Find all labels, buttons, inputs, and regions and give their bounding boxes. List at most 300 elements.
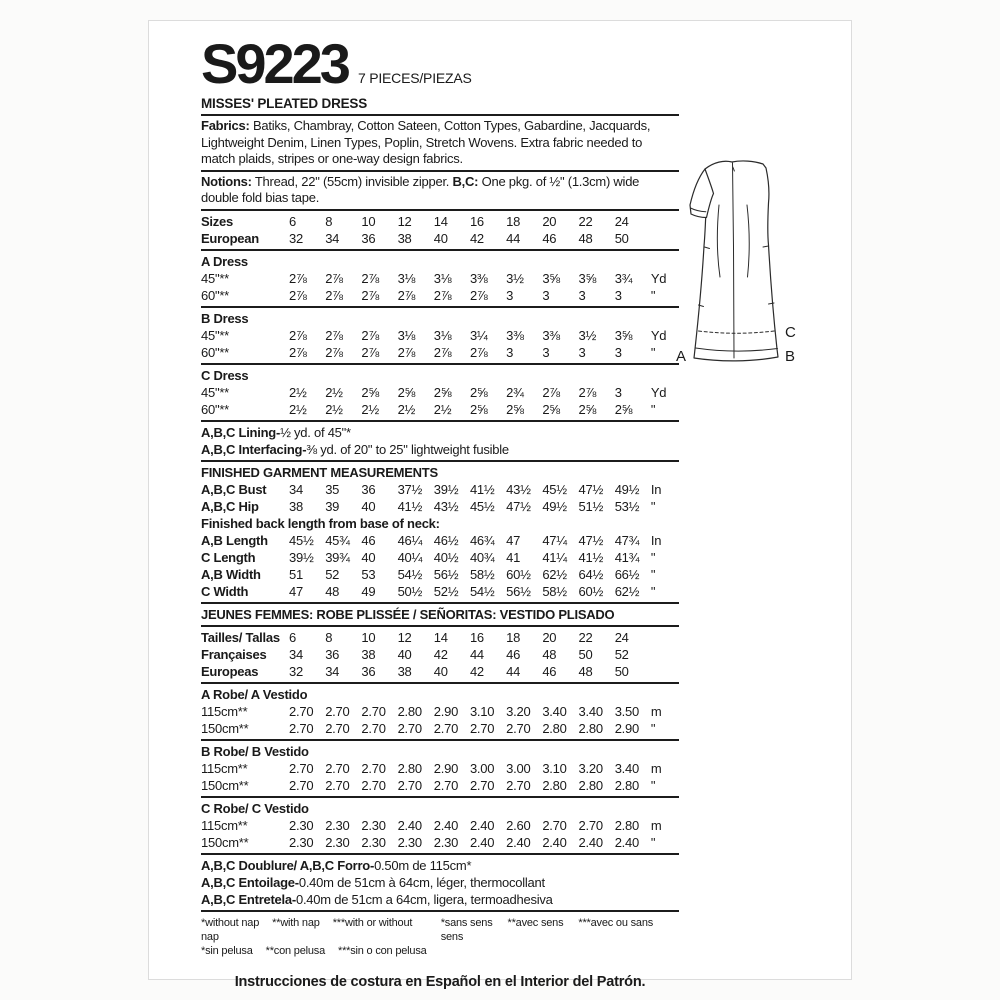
row-label: 150cm** — [201, 720, 249, 736]
table-section-header: JEUNES FEMMES: ROBE PLISSÉE / SEÑORITAS: VESTIDO PLISADO — [201, 606, 615, 622]
value-cell: 6 — [289, 213, 296, 229]
table-row — [201, 834, 679, 851]
row-label: Tailles/ Tallas — [201, 629, 280, 645]
footnotes-left — [201, 916, 441, 958]
value-cell: 45½ — [469, 498, 495, 514]
fabrics-label: Fabrics: — [201, 118, 250, 133]
value-cell: 3 — [506, 344, 514, 360]
value-cell: 2.90 — [614, 720, 639, 736]
value-cell: 51 — [289, 566, 303, 582]
unit-cell: " — [650, 287, 656, 303]
view-label-a: A — [676, 348, 687, 365]
value-cell: 2⅞ — [325, 287, 343, 303]
value-cell: 46 — [542, 230, 557, 246]
value-cell: 2.70 — [361, 720, 386, 736]
value-cell: 3.00 — [469, 760, 495, 776]
row-label: 150cm** — [201, 834, 249, 850]
value-cell: 16 — [469, 629, 484, 645]
row-label: Europeas — [201, 663, 259, 679]
value-cell: 2.70 — [361, 760, 386, 776]
value-cell: 41¾ — [614, 549, 640, 565]
value-cell: 47½ — [578, 481, 604, 497]
value-cell: 56½ — [506, 583, 531, 599]
value-cell: 49 — [361, 583, 376, 599]
value-cell: 3 — [506, 287, 514, 303]
value-cell: 34 — [325, 230, 340, 246]
value-cell: 40 — [433, 230, 448, 246]
value-cell: 2⅝ — [433, 384, 452, 400]
value-cell: 49½ — [614, 481, 640, 497]
value-cell: 2.70 — [506, 720, 531, 736]
value-cell: 2⅝ — [397, 384, 416, 400]
footnotes-right — [441, 916, 688, 958]
table-divider — [201, 910, 679, 912]
value-cell: 2.70 — [289, 777, 314, 793]
value-cell: 2.80 — [614, 777, 639, 793]
row-label: 115cm** — [201, 817, 248, 833]
value-cell: 24 — [614, 629, 629, 645]
unit-cell: " — [650, 566, 656, 582]
value-cell: 38 — [289, 498, 303, 514]
value-cell: 3¾ — [614, 270, 633, 286]
table-row — [201, 481, 679, 498]
size-table — [201, 213, 679, 912]
value-cell: 3⅛ — [433, 327, 452, 343]
value-cell: 2.70 — [433, 777, 459, 793]
value-cell: 47½ — [578, 532, 604, 548]
table-divider — [201, 682, 679, 684]
unit-cell: m — [650, 817, 662, 833]
value-cell: 22 — [578, 629, 593, 645]
value-cell: 22 — [578, 213, 593, 229]
value-cell: 39½ — [289, 549, 314, 565]
value-cell: 62½ — [614, 583, 640, 599]
row-label: 115cm** — [201, 760, 248, 776]
table-row — [201, 703, 679, 720]
value-cell: 46¼ — [397, 532, 423, 548]
value-cell: 2.40 — [542, 834, 567, 850]
value-cell: 41½ — [469, 481, 495, 497]
value-cell: 47¼ — [542, 532, 567, 548]
value-cell: 54½ — [397, 566, 423, 582]
value-cell: 2⅞ — [325, 270, 343, 286]
value-cell: 2.70 — [361, 703, 386, 719]
value-cell: 2.70 — [469, 777, 495, 793]
value-cell: 47 — [506, 532, 521, 548]
value-cell: 41½ — [578, 549, 604, 565]
value-cell: 36 — [361, 230, 376, 246]
value-cell: 2.40 — [469, 834, 495, 850]
value-cell: 3 — [614, 344, 622, 360]
value-cell: 47½ — [506, 498, 531, 514]
unit-cell: In — [650, 532, 662, 548]
value-cell: 2½ — [397, 401, 416, 417]
value-cell: 2⅞ — [433, 344, 452, 360]
table-row — [201, 532, 679, 549]
value-cell: 45¾ — [325, 532, 350, 548]
value-cell: 52 — [614, 646, 629, 662]
table-row — [201, 583, 679, 600]
value-cell: 2⅞ — [542, 384, 560, 400]
unit-cell: In — [650, 481, 662, 497]
value-cell: 42 — [469, 663, 484, 679]
value-cell: 2.40 — [397, 817, 422, 833]
pattern-number: S9223 — [201, 32, 348, 95]
value-cell: 2.40 — [469, 817, 495, 833]
value-cell: 2½ — [325, 401, 343, 417]
pattern-envelope-back — [148, 20, 852, 990]
row-label: 45"** — [201, 327, 229, 343]
value-cell: 3 — [578, 287, 586, 303]
value-cell: 2½ — [433, 401, 452, 417]
table-divider — [201, 249, 679, 251]
value-cell: 3 — [614, 287, 622, 303]
value-cell: 3⅜ — [506, 327, 524, 343]
row-label: 45"** — [201, 270, 229, 286]
note-label: A,B,C Entoilage- — [201, 874, 299, 890]
value-cell: 2¾ — [506, 384, 524, 400]
value-cell: 66½ — [614, 566, 640, 582]
value-cell: 3⅝ — [614, 327, 633, 343]
row-label: C Length — [201, 549, 256, 565]
value-cell: 2.30 — [325, 817, 350, 833]
value-cell: 3.10 — [469, 703, 495, 719]
note-text: 0.40m de 51cm à 64cm, léger, thermocollant — [298, 874, 545, 890]
value-cell: 10 — [361, 213, 376, 229]
table-row — [201, 213, 679, 230]
value-cell: 2.30 — [289, 834, 314, 850]
table-divider — [201, 625, 679, 627]
value-cell: 2⅞ — [325, 344, 343, 360]
value-cell: 36 — [325, 646, 340, 662]
unit-cell: " — [650, 834, 656, 850]
value-cell: 3⅜ — [469, 270, 488, 286]
value-cell: 2.80 — [614, 817, 639, 833]
value-cell: 20 — [542, 629, 557, 645]
note-label: A,B,C Lining- — [201, 424, 281, 440]
value-cell: 40 — [361, 498, 376, 514]
unit-cell: " — [650, 777, 656, 793]
value-cell: 2⅞ — [325, 327, 343, 343]
value-cell: 40¾ — [469, 549, 495, 565]
value-cell: 32 — [289, 663, 303, 679]
value-cell: 2.80 — [397, 760, 422, 776]
table-divider — [201, 363, 679, 365]
value-cell: 2⅞ — [289, 270, 307, 286]
table-section-header: FINISHED GARMENT MEASUREMENTS — [201, 464, 438, 480]
value-cell: 3.10 — [542, 760, 567, 776]
value-cell: 44 — [469, 646, 484, 662]
value-cell: 50 — [614, 663, 629, 679]
value-cell: 2.40 — [506, 834, 531, 850]
value-cell: 3.40 — [542, 703, 567, 719]
note-text: 0.50m de 115cm* — [374, 857, 472, 873]
table-note — [201, 441, 679, 458]
unit-cell: Yd — [650, 327, 667, 343]
value-cell: 2.70 — [325, 777, 350, 793]
value-cell: 46 — [542, 663, 557, 679]
value-cell: 2.70 — [506, 777, 531, 793]
table-divider — [201, 420, 679, 422]
value-cell: 41 — [506, 549, 521, 565]
row-label: A,B Length — [201, 532, 268, 548]
row-label: C Width — [201, 583, 249, 599]
value-cell: 8 — [325, 213, 333, 229]
notions-label: Notions: — [201, 173, 252, 189]
value-cell: 2⅝ — [469, 401, 488, 417]
value-cell: 3⅛ — [433, 270, 452, 286]
value-cell: 32 — [289, 230, 303, 246]
value-cell: 2.30 — [397, 834, 422, 850]
table-note — [201, 857, 679, 874]
value-cell: 58½ — [469, 566, 495, 582]
value-cell: 53½ — [614, 498, 640, 514]
unit-cell: " — [650, 583, 656, 599]
footnotes — [201, 916, 688, 958]
table-row — [201, 401, 679, 418]
value-cell: 46¾ — [469, 532, 495, 548]
value-cell: 2.70 — [361, 777, 386, 793]
value-cell: 2.90 — [433, 703, 459, 719]
table-row — [201, 629, 679, 646]
value-cell: 3 — [578, 344, 586, 360]
footnote: ***avec ou sans sens — [440, 916, 654, 943]
value-cell: 2⅞ — [433, 287, 452, 303]
value-cell: 35 — [325, 481, 340, 497]
value-cell: 52½ — [433, 583, 459, 599]
value-cell: 6 — [289, 629, 296, 645]
value-cell: 3⅜ — [542, 327, 560, 343]
footnote: *without nap — [201, 916, 260, 929]
table-row — [201, 720, 679, 737]
value-cell: 3¼ — [469, 327, 488, 343]
table-section-header: B Robe/ B Vestido — [201, 743, 309, 759]
value-cell: 2.30 — [433, 834, 459, 850]
table-row — [201, 646, 679, 663]
value-cell: 42 — [433, 646, 448, 662]
value-cell: 39½ — [433, 481, 459, 497]
notions-bc-label: B,C: — [452, 173, 479, 189]
value-cell: 49½ — [542, 498, 567, 514]
value-cell: 2.70 — [397, 777, 422, 793]
row-label: A,B Width — [201, 566, 261, 582]
value-cell: 3.40 — [614, 760, 639, 776]
value-cell: 44 — [506, 663, 521, 679]
value-cell: 52 — [325, 566, 340, 582]
value-cell: 34 — [325, 663, 340, 679]
value-cell: 36 — [361, 663, 376, 679]
row-label: 150cm** — [201, 777, 249, 793]
value-cell: 2.70 — [397, 720, 422, 736]
unit-cell: Yd — [650, 270, 667, 286]
value-cell: 2⅞ — [361, 344, 379, 360]
value-cell: 40 — [397, 646, 412, 662]
footnote-line-fr — [441, 916, 688, 944]
table-section-header: Finished back length from base of neck: — [201, 515, 440, 531]
unit-cell: " — [650, 549, 656, 565]
row-label: 45"** — [201, 384, 229, 400]
value-cell: 2⅝ — [578, 401, 597, 417]
value-cell: 2⅝ — [542, 401, 560, 417]
value-cell: 2.30 — [361, 817, 386, 833]
value-cell: 2½ — [361, 401, 379, 417]
pieces-count: 7 PIECES/PIEZAS — [357, 70, 472, 86]
footnote: ***sin o con pelusa — [338, 944, 427, 957]
unit-cell: m — [650, 760, 662, 776]
value-cell: 3.20 — [506, 703, 531, 719]
row-label: 60"** — [201, 287, 229, 303]
table-row — [201, 270, 679, 287]
value-cell: 24 — [614, 213, 629, 229]
table-section-header: C Robe/ C Vestido — [201, 800, 309, 816]
value-cell: 2.80 — [397, 703, 422, 719]
value-cell: 47 — [289, 583, 303, 599]
value-cell: 18 — [506, 213, 521, 229]
value-cell: 2⅞ — [397, 287, 416, 303]
value-cell: 2⅞ — [289, 344, 307, 360]
value-cell: 2.70 — [578, 817, 603, 833]
value-cell: 48 — [578, 230, 593, 246]
value-cell: 2.70 — [469, 720, 495, 736]
value-cell: 2.80 — [578, 777, 603, 793]
value-cell: 16 — [469, 213, 484, 229]
value-cell: 2⅞ — [289, 327, 307, 343]
value-cell: 2.70 — [289, 703, 314, 719]
value-cell: 2⅞ — [289, 287, 307, 303]
value-cell: 2.70 — [289, 760, 314, 776]
value-cell: 41½ — [397, 498, 423, 514]
view-label-c: C — [785, 324, 796, 341]
table-divider — [201, 306, 679, 308]
value-cell: 3.00 — [506, 760, 531, 776]
note-text: 0.40m de 51cm a 64cm, ligera, termoadhesiva — [295, 891, 553, 907]
value-cell: 39¾ — [325, 549, 350, 565]
footnote-line-es — [201, 944, 441, 958]
note-text: ⅜ yd. of 20" to 25" lightweight fusible — [306, 441, 509, 457]
table-row — [201, 663, 679, 680]
value-cell: 50 — [614, 230, 629, 246]
table-section-header: B Dress — [201, 310, 249, 326]
unit-cell: " — [650, 498, 656, 514]
view-label-b: B — [785, 348, 796, 365]
value-cell: 46 — [361, 532, 376, 548]
value-cell: 40 — [361, 549, 376, 565]
value-cell: 39 — [325, 498, 340, 514]
value-cell: 48 — [542, 646, 557, 662]
value-cell: 3⅛ — [397, 270, 416, 286]
table-row — [201, 287, 679, 304]
value-cell: 3.40 — [578, 703, 603, 719]
value-cell: 46 — [506, 646, 521, 662]
footnote: *sin pelusa — [201, 944, 253, 957]
value-cell: 2⅞ — [469, 344, 488, 360]
pattern-title: MISSES' PLEATED DRESS — [201, 96, 368, 111]
value-cell: 2⅞ — [361, 270, 379, 286]
value-cell: 12 — [397, 213, 412, 229]
table-divider — [201, 460, 679, 462]
footnote: **con pelusa — [265, 944, 325, 957]
table-row — [201, 230, 679, 247]
unit-cell: Yd — [650, 384, 667, 400]
value-cell: 2½ — [289, 384, 307, 400]
fabrics-paragraph — [201, 118, 679, 168]
value-cell: 3 — [542, 287, 550, 303]
value-cell: 18 — [506, 629, 521, 645]
value-cell: 2⅝ — [469, 384, 488, 400]
footnote-line-en — [201, 916, 441, 944]
notions-text-1: Thread, 22" (55cm) invisible zipper. — [251, 173, 453, 189]
value-cell: 2.80 — [542, 720, 567, 736]
value-cell: 40 — [433, 663, 448, 679]
table-row — [201, 777, 679, 794]
value-cell: 51½ — [578, 498, 604, 514]
value-cell: 3⅝ — [578, 270, 597, 286]
value-cell: 2.70 — [325, 703, 350, 719]
unit-cell: m — [650, 703, 662, 719]
value-cell: 2.70 — [325, 720, 350, 736]
row-label: A,B,C Bust — [201, 481, 267, 497]
value-cell: 2⅝ — [361, 384, 379, 400]
value-cell: 34 — [289, 646, 303, 662]
note-label: A,B,C Doublure/ A,B,C Forro- — [201, 857, 375, 873]
value-cell: 56½ — [433, 566, 459, 582]
row-label: A,B,C Hip — [201, 498, 259, 514]
notions-text-2: One pkg. of ½" (1.3cm) wide double fold bias tape. — [201, 173, 640, 205]
unit-cell: " — [650, 720, 656, 736]
row-label: 60"** — [201, 401, 229, 417]
value-cell: 40½ — [433, 549, 459, 565]
value-cell: 8 — [325, 629, 333, 645]
divider — [201, 170, 679, 172]
spanish-instructions-note: Instrucciones de costura en Español en el Interior del Patrón. — [234, 973, 646, 990]
value-cell: 2.90 — [433, 760, 459, 776]
table-row — [201, 566, 679, 583]
row-label: 60"** — [201, 344, 229, 360]
unit-cell: " — [650, 401, 656, 417]
value-cell: 53 — [361, 566, 376, 582]
value-cell: 38 — [361, 646, 376, 662]
table-divider — [201, 796, 679, 798]
value-cell: 50½ — [397, 583, 423, 599]
value-cell: 14 — [433, 629, 448, 645]
table-note — [201, 424, 679, 441]
value-cell: 2.40 — [578, 834, 603, 850]
value-cell: 14 — [433, 213, 448, 229]
value-cell: 3½ — [578, 327, 597, 343]
note-text: ½ yd. of 45"* — [280, 424, 351, 440]
table-divider — [201, 853, 679, 855]
row-label: 115cm** — [201, 703, 248, 719]
divider — [201, 209, 679, 211]
value-cell: 45½ — [542, 481, 567, 497]
value-cell: 2.70 — [542, 817, 567, 833]
value-cell: 40¼ — [397, 549, 423, 565]
value-cell: 2.30 — [325, 834, 350, 850]
value-cell: 38 — [397, 230, 412, 246]
value-cell: 48 — [578, 663, 593, 679]
value-cell: 2⅞ — [361, 287, 379, 303]
table-row — [201, 344, 679, 361]
value-cell: 3.50 — [614, 703, 639, 719]
value-cell: 2⅝ — [506, 401, 524, 417]
value-cell: 36 — [361, 481, 376, 497]
value-cell: 2½ — [289, 401, 307, 417]
value-cell: 2⅝ — [614, 401, 633, 417]
value-cell: 2.40 — [433, 817, 459, 833]
row-label: European — [201, 230, 259, 246]
table-divider — [201, 602, 679, 604]
value-cell: 20 — [542, 213, 557, 229]
